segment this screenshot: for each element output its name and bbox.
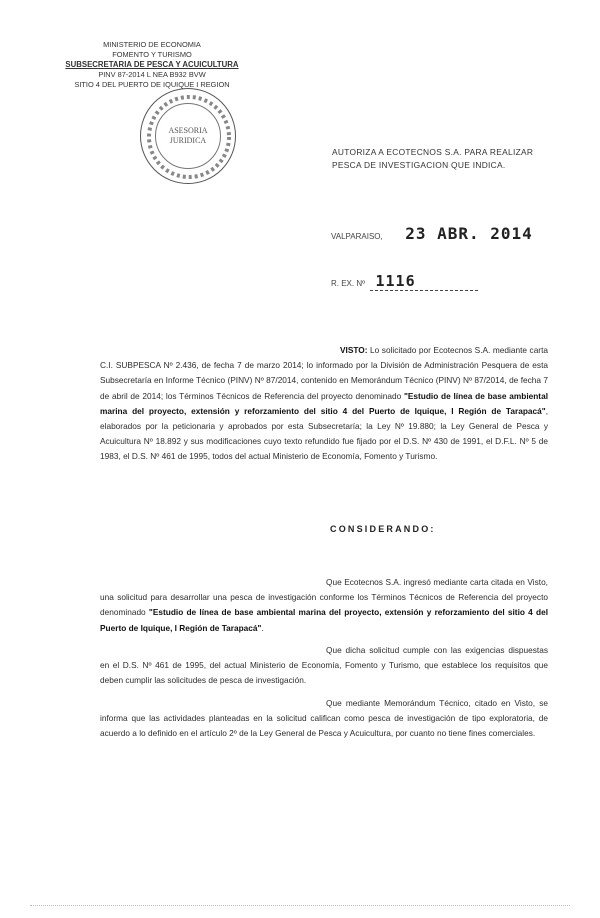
letterhead-reference: PINV 87-2014 L NEA B932 BVW [98, 70, 206, 79]
stamp-center-text [168, 126, 207, 146]
letterhead [62, 40, 242, 90]
letterhead-ministry: MINISTERIO DE ECONOMIA [103, 40, 201, 49]
date-stamp: 23 ABR. 2014 [405, 224, 533, 243]
considerando-paragraph-3: Que mediante Memorándum Técnico, citado en Visto, se informa que las actividades planteadas en la solicitud califican como pesca de investigación de tipo exploratoria, de acuerdo a lo definido en el artículo 2º de la Ley General de Pesca y Acuicultura, por cuanto no tiene fines comerciales. [100, 698, 548, 739]
visto-label: VISTO: [340, 345, 368, 355]
considerando-paragraph-1 [100, 575, 548, 636]
stamp-line-1: ASESORIA [168, 126, 208, 135]
visto-project-name: "Estudio de línea de base ambiental marina del proyecto, extensión y reforzamiento del sitio 4 del Puerto de Iquique, I Región de Tarapacá" [100, 390, 548, 416]
city-label: VALPARAISO, [331, 232, 383, 241]
footer-divider [30, 905, 570, 906]
considerando-heading: CONSIDERANDO: [330, 524, 436, 534]
letterhead-ministry-sub: FOMENTO Y TURISMO [112, 50, 192, 59]
legal-stamp [140, 88, 236, 184]
resolution-number-line [331, 272, 478, 291]
resolution-title: AUTORIZA A ECOTECNOS S.A. PARA REALIZAR PESCA DE INVESTIGACION QUE INDICA. [332, 147, 534, 170]
visto-text-2: , elaborados por la peticionaria y aprobados por esta Subsecretaría; la Ley Nº 19.880; la Ley General de Pesca y Acuicultura Nº 18.892 y sus modificaciones cuyo texto refundido fue fijado por el D.S. Nº 430 de 1991, el D.F.L. Nº 5 de 1983, el D.S. Nº 461 de 1995, todos del actual Ministerio de Economía, Fomento y Turismo. [100, 405, 548, 462]
p1-project-name: "Estudio de línea de base ambiental marina del proyecto, extensión y reforzamiento del sitio 4 del Puerto de Iquique, I Región de Tarapacá" [100, 607, 548, 633]
letterhead-subsecretaria: SUBSECRETARIA DE PESCA Y ACUICULTURA [65, 60, 239, 69]
p1-text-2: . [261, 622, 264, 633]
stamp-line-2: JURIDICA [169, 136, 207, 145]
visto-paragraph [100, 343, 548, 465]
letterhead-site: SITIO 4 DEL PUERTO DE IQUIQUE I REGION [74, 80, 230, 89]
city-date-line [331, 224, 533, 244]
visto-text-1: Lo solicitado por Ecotecnos S.A. mediante carta C.I. SUBPESCA Nº 2.436, de fecha 7 de marzo 2014; lo informado por la División de Administración Pesquera de esta Subsecretaría en Informe Técnico (PINV) Nº 87/2014, contenido en Memorándum Técnico (PINV) Nº 87/2014, de fecha 7 de abril de 2014; los Términos Técnicos de Referencia del proyecto denominado [100, 345, 548, 401]
considerando-paragraph-2: Que dicha solicitud cumple con las exigencias dispuestas en el D.S. Nº 461 de 1995, del actual Ministerio de Economía, Fomento y Turismo, que establece los requisitos que deben cumplir las solicitudes de pesca de investigación. [100, 645, 548, 686]
rex-label: R. EX. Nº [331, 279, 366, 288]
p1-text-1: Que Ecotecnos S.A. ingresó mediante carta citada en Visto, una solicitud para desarrollar una pesca de investigación conforme los Términos Técnicos de Referencia del proyecto denominado [100, 577, 548, 618]
rex-number: 1116 [370, 272, 478, 291]
